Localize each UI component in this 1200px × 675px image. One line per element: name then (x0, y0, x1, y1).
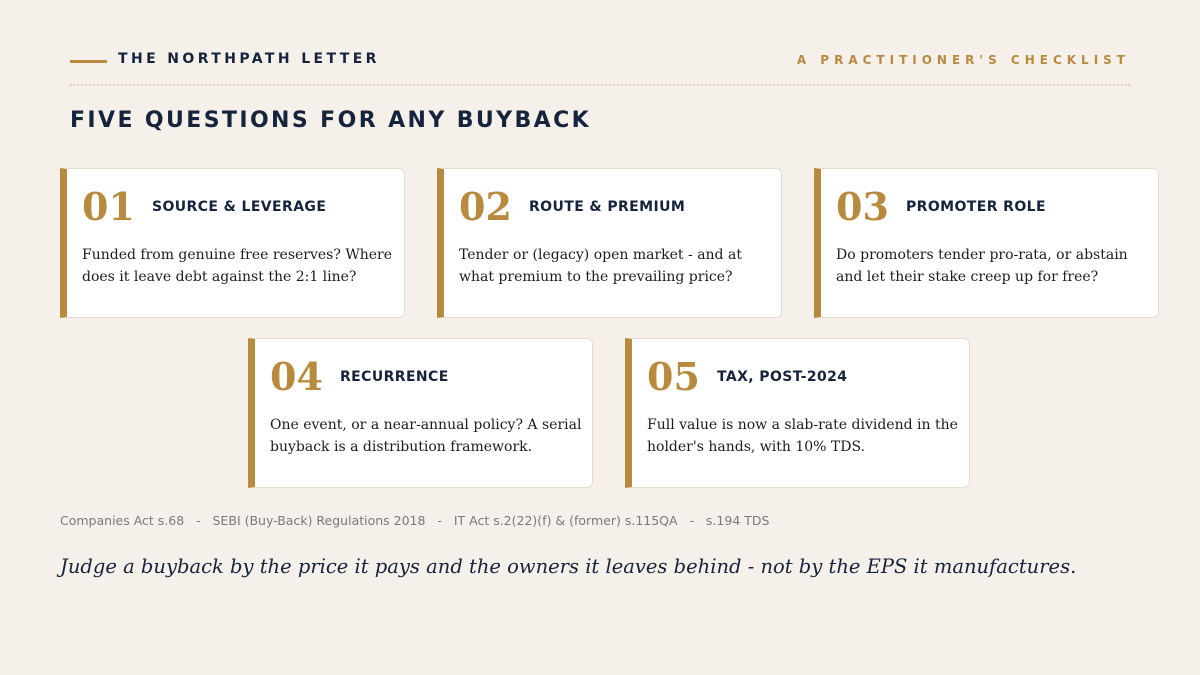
card-body: Do promoters tender pro-rata, or abstain and let their stake creep up for free? (836, 247, 1128, 285)
card-number: 01 (82, 184, 135, 229)
card-body: One event, or a near-annual policy? A serial buyback is a distribution framework. (270, 417, 582, 455)
question-card-04 (248, 338, 593, 488)
question-card-03 (814, 168, 1159, 318)
closing-quote: Judge a buyback by the price it pays and the owners it leaves behind - not by the EPS it manufactures. (60, 555, 1077, 578)
kicker: A PRACTITIONER'S CHECKLIST (796, 53, 1130, 67)
question-card-01 (60, 168, 405, 318)
card-number: 03 (836, 184, 889, 229)
card-body: Funded from genuine free reserves? Where does it leave debt against the 2:1 line? (82, 247, 392, 285)
header-divider (70, 84, 1130, 86)
card-number: 05 (647, 354, 700, 399)
card-heading: ROUTE & PREMIUM (529, 199, 686, 215)
brand-rule (70, 60, 107, 63)
card-body: Tender or (legacy) open market - and at what premium to the prevailing price? (459, 247, 742, 285)
question-card-05 (625, 338, 970, 488)
brand-name: THE NORTHPATH LETTER (118, 51, 380, 67)
card-heading: RECURRENCE (340, 369, 449, 385)
card-heading: SOURCE & LEVERAGE (152, 199, 327, 215)
card-heading: PROMOTER ROLE (906, 199, 1046, 215)
header (70, 50, 1130, 70)
card-heading: TAX, POST-2024 (717, 369, 848, 385)
card-number: 04 (270, 354, 323, 399)
card-number: 02 (459, 184, 512, 229)
page-title: FIVE QUESTIONS FOR ANY BUYBACK (70, 108, 592, 133)
legal-sources: Companies Act s.68 - SEBI (Buy-Back) Regulations 2018 - IT Act s.2(22)(f) & (former) s.115QA - s.194 TDS (60, 513, 770, 528)
card-body: Full value is now a slab-rate dividend in the holder's hands, with 10% TDS. (647, 417, 958, 455)
question-card-02 (437, 168, 782, 318)
